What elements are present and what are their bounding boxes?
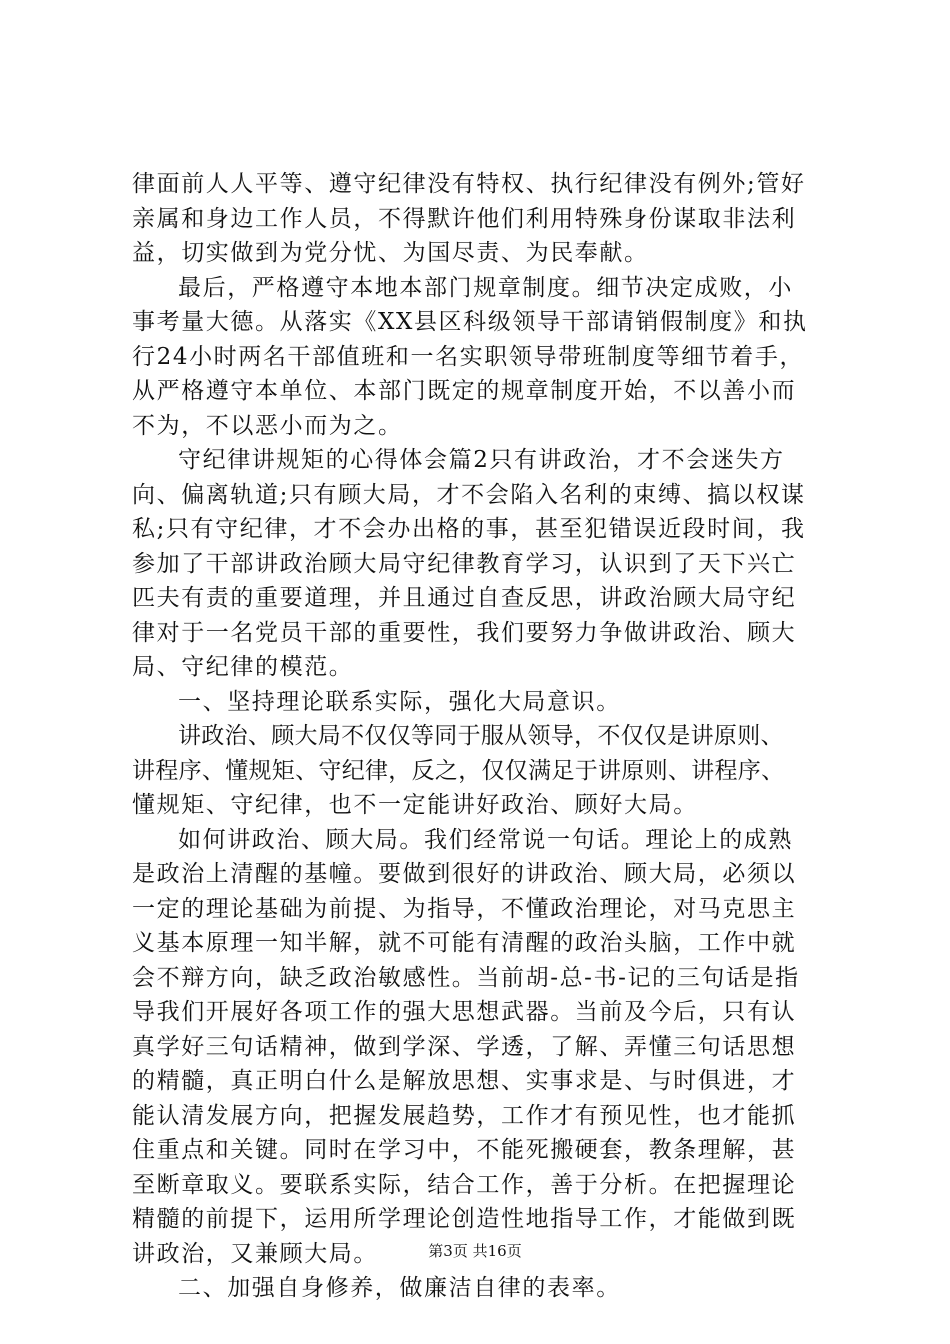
text-line: 讲程序、懂规矩、守纪律，反之，仅仅满足于讲原则、讲程序、 [132, 757, 785, 784]
text-line: 益，切实做到为党分忧、为国尽责、为民奉献。 [132, 240, 649, 266]
paragraph-start-line: 守纪律讲规矩的心得体会篇2只有讲政治，才不会迷失方 [178, 447, 785, 473]
text-line: 行24小时两名干部值班和一名实职领导带班制度等细节着手， [132, 343, 805, 370]
text-line: 向、偏离轨道;只有顾大局，才不会陷入名利的束缚、搞以权谋 [132, 481, 806, 508]
section-heading: 二、加强自身修养，做廉洁自律的表率。 [178, 1275, 621, 1301]
text-line: 亲属和身边工作人员，不得默许他们利用特殊身份谋取非法利 [132, 205, 797, 232]
text-line: 的精髓，真正明白什么是解放思想、实事求是、与时俱进，才 [132, 1068, 797, 1094]
text-line: 参加了干部讲政治顾大局守纪律教育学习，认识到了天下兴亡 [132, 550, 797, 577]
text-line: 不为，不以恶小而为之。 [132, 412, 403, 439]
paragraph-start-line: 最后，严格遵守本地本部门规章制度。细节决定成败，小 [178, 274, 793, 301]
text-line: 能认清发展方向，把握发展趋势，工作才有预见性，也才能抓 [132, 1102, 797, 1129]
text-line: 精髓的前提下，运用所学理论创造性地指导工作，才能做到既 [132, 1206, 797, 1232]
text-line: 会不辩方向，缺乏政治敏感性。当前胡-总-书-记的三句话是指 [132, 964, 800, 991]
paragraph-start-line: 讲政治、顾大局不仅仅等同于服从领导，不仅仅是讲原则、 [178, 723, 784, 749]
page-number-label: 第3页 共16页 [428, 1242, 522, 1260]
section-heading: 一、坚持理论联系实际，强化大局意识。 [178, 688, 621, 715]
text-line: 讲政治，又兼顾大局。 [132, 1240, 378, 1267]
paragraph-start-line: 如何讲政治、顾大局。我们经常说一句话。理论上的成熟 [178, 826, 793, 853]
document-body [132, 167, 844, 1306]
text-line: 私;只有守纪律，才不会办出格的事，甚至犯错误近段时间，我 [132, 516, 806, 542]
text-line: 匹夫有责的重要道理，并且通过自查反思，讲政治顾大局守纪 [132, 585, 797, 611]
text-line: 律对于一名党员干部的重要性，我们要努力争做讲政治、顾大 [132, 619, 797, 646]
text-line: 真学好三句话精神，做到学深、学透，了解、弄懂三句话思想 [132, 1033, 797, 1060]
text-line: 懂规矩、守纪律，也不一定能讲好政治、顾好大局。 [132, 792, 698, 818]
text-line: 事考量大德。从落实《XX县区科级领导干部请销假制度》和执 [132, 309, 808, 335]
text-line: 局、守纪律的模范。 [132, 654, 354, 680]
text-line: 是政治上清醒的基幢。要做到很好的讲政治、顾大局，必须以 [132, 861, 797, 887]
text-line: 导我们开展好各项工作的强大思想武器。当前及今后，只有认 [132, 999, 797, 1025]
page-footer [0, 1241, 950, 1261]
text-line: 至断章取义。要联系实际，结合工作，善于分析。在把握理论 [132, 1171, 797, 1198]
text-line: 律面前人人平等、遵守纪律没有特权、执行纪律没有例外;管好 [132, 171, 806, 197]
text-line: 从严格遵守本单位、本部门既定的规章制度开始，不以善小而 [132, 378, 797, 404]
text-line: 义基本原理一知半解，就不可能有清醒的政治头脑，工作中就 [132, 930, 797, 956]
text-line: 一定的理论基础为前提、为指导，不懂政治理论，对马克思主 [132, 895, 797, 922]
text-line: 住重点和关键。同时在学习中，不能死搬硬套，教条理解，甚 [132, 1137, 797, 1163]
